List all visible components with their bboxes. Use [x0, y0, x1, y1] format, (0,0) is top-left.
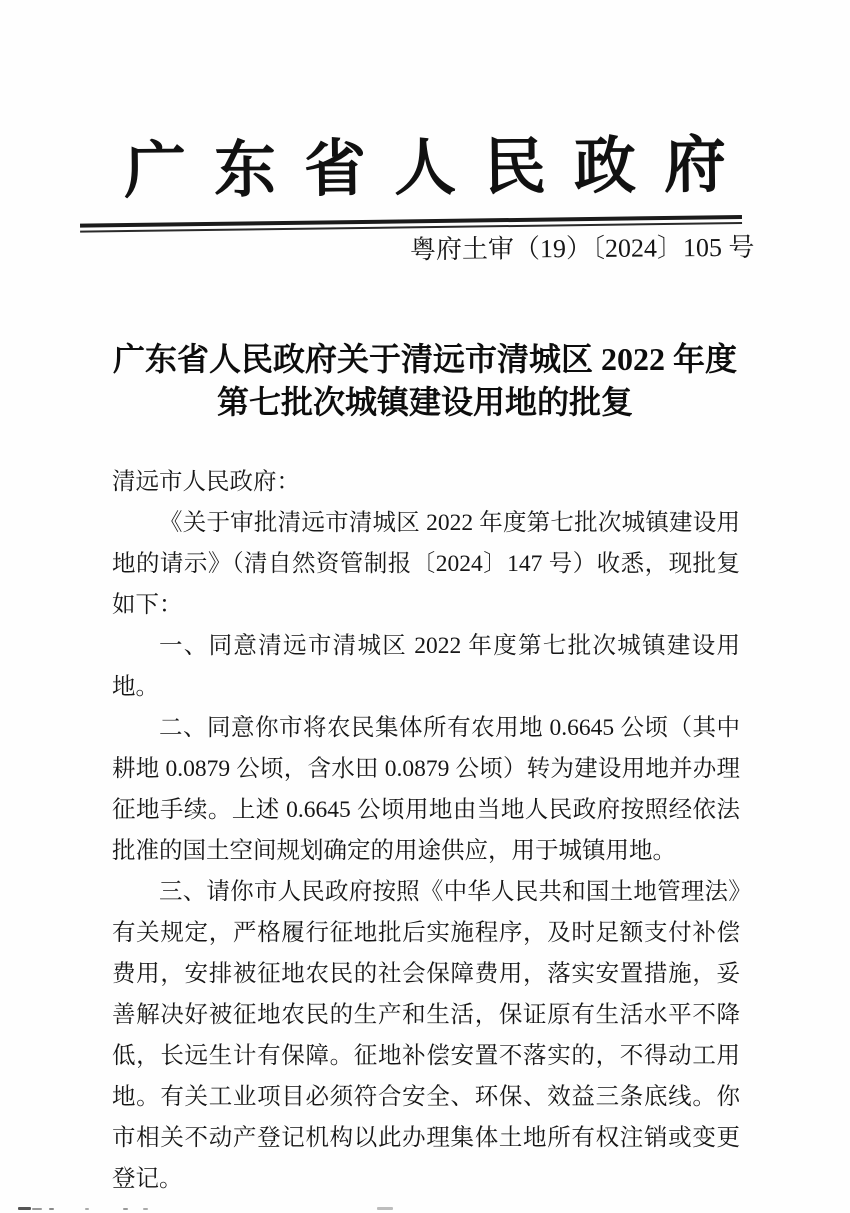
paragraph-item-2: 二、同意你市将农民集体所有农用地 0.6645 公顷（其中耕地 0.0879 公顷，含水田 0.0879 公顷）转为建设用地并办理征地手续。上述 0.6645 公顷用地由当地人民政府按照经依法批准的国土空间规划确定的用途供应，用于城镇用地。 [112, 715, 740, 864]
scan-artifact [32, 1208, 42, 1210]
document-title [0, 338, 850, 424]
document-body [112, 462, 740, 1200]
scan-artifact [377, 1207, 393, 1210]
document-title-line1: 广东省人民政府关于清远市清城区 2022 年度 [112, 341, 737, 377]
paragraph-item-1: 一、同意清远市清城区 2022 年度第七批次城镇建设用地。 [112, 633, 740, 700]
scan-artifact [123, 1208, 128, 1210]
document-number: 粤府土审（19）〔2024〕105 号 [410, 232, 756, 265]
scan-artifact [49, 1208, 54, 1210]
salutation: 清远市人民政府： [112, 469, 300, 495]
paragraph-item-3: 三、请你市人民政府按照《中华人民共和国土地管理法》有关规定，严格履行征地批后实施程序，及时足额支付补偿费用，安排被征地农民的社会保障费用，落实安置措施，妥善解决好被征地农民的生产和生活，保证原有生活水平不降低，长远生计有保障。征地补偿安置不落实的，不得动工用地。有关工业项目必须符合安全、环保、效益三条底线。你市相关不动产登记机构以此办理集体土地所有权注销或变更登记。 [112, 879, 740, 1192]
scan-artifact [143, 1208, 148, 1210]
paragraph-reference: 《关于审批清远市清城区 2022 年度第七批次城镇建设用地的请示》（清自然资管制报〔2024〕147 号）收悉，现批复如下： [112, 510, 740, 618]
scan-artifact [85, 1208, 89, 1210]
letterhead-agency-name: 广东省人民政府 [123, 131, 755, 207]
letterhead-divider [80, 215, 742, 233]
document-title-line2: 第七批次城镇建设用地的批复 [216, 384, 633, 420]
scan-artifact [18, 1207, 31, 1210]
